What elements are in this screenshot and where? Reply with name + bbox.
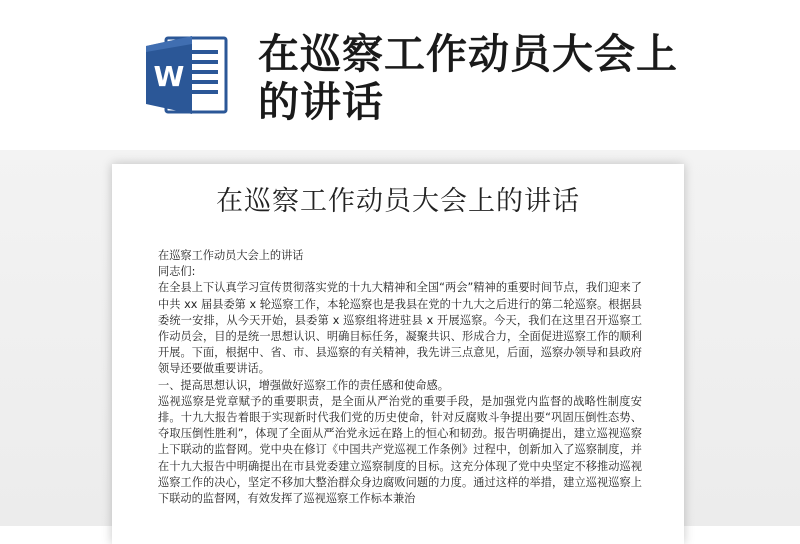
document-page — [112, 164, 684, 544]
banner-title: 在巡察工作动员大会上的讲话 — [258, 30, 678, 126]
document-body — [158, 248, 642, 507]
word-document-icon — [142, 30, 232, 120]
paragraph-salutation: 同志们: — [158, 265, 196, 279]
document-title: 在巡察工作动员大会上的讲话 — [216, 186, 580, 217]
banner — [0, 0, 800, 150]
word-icon-letter: W — [153, 60, 185, 93]
paragraph-body: 巡视巡察是党章赋予的重要职责，是全面从严治党的重要手段，是加强党内监督的战略性制度安排。十九大报告着眼于实现新时代我们党的历史使命，针对反腐败斗争提出要“巩固压倒性态势、夺取压倒性胜利”，体现了全面从严治党永远在路上的恒心和韧劲。报告明确提出，建立巡视巡察上下联动的监督网。党中央在修订《中国共产党巡视工作条例》过程中，创新加入了巡察制度，并在十九大报告中明确提出在市县党委建立巡察制度的目标。这充分体现了党中央坚定不移推动巡视巡察工作的决心，坚定不移加大整治群众身边腐败问题的力度。通过这样的举措，建立巡视巡察上下联动的监督网，有效发挥了巡视巡察工作标本兼治 — [158, 394, 642, 506]
paragraph-intro: 在全县上下认真学习宣传贯彻落实党的十九大精神和全国“两会”精神的重要时间节点，我们迎来了中共 xx 届县委第 x 轮巡察工作，本轮巡察也是我县在党的十九大之后进行的第二轮巡察。根据县委统一安排，从今天开始，县委第 x 巡察组将进驻县 x 开展巡察。今天，我们在这里召开巡察工作动员会，目的是统一思想认识、明确目标任务，凝聚共识、形成合力，全面促进巡察工作的顺利开展。下面，根据中、省、市、县巡察的有关精神，我先讲三点意见，后面，巡察办领导和县政府领导还要做重要讲话。 — [158, 281, 642, 376]
paragraph-section-one: 一、提高思想认识，增强做好巡察工作的责任感和使命感。 — [158, 378, 449, 392]
paragraph-heading: 在巡察工作动员大会上的讲话 — [158, 249, 304, 262]
